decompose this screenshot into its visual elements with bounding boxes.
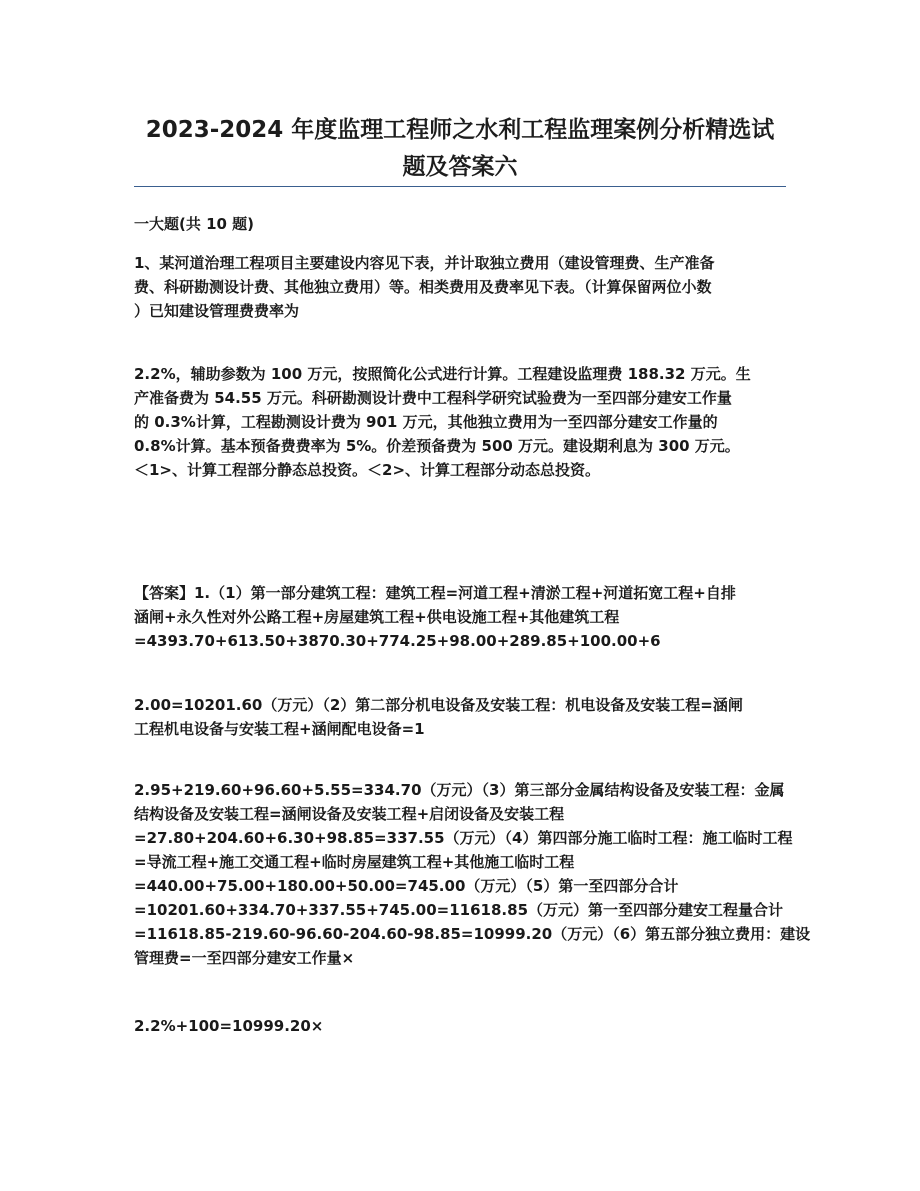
answer-line: 2.95+219.60+96.60+5.55=334.70（万元）（3）第三部分金属结构设备及安装工程：金属 <box>134 781 785 799</box>
answer-line: 结构设备及安装工程=涵闸设备及安装工程+启闭设备及安装工程 <box>134 805 565 823</box>
section-header: 一大题(共 10 题) <box>134 215 255 233</box>
answer-line: 2.2%+100=10999.20× <box>134 1017 324 1035</box>
document-title <box>120 112 800 186</box>
answer-line: 管理费=一至四部分建安工作量× <box>134 949 355 967</box>
answer-line: 工程机电设备与安装工程+涵闸配电设备=1 <box>134 720 425 738</box>
title-line-2: 题及答案六 <box>402 154 518 180</box>
answer-line: =440.00+75.00+180.00+50.00=745.00（万元）（5）第一至四部分合计 <box>134 877 679 895</box>
question-intro <box>134 251 786 323</box>
answer-part-3 <box>134 778 811 970</box>
question-intro-line: 费、科研勘测设计费、其他独立费用）等。相类费用及费率见下表。（计算保留两位小数 <box>134 278 712 296</box>
answer-line: =11618.85-219.60-96.60-204.60-98.85=10999.20（万元）（6）第五部分独立费用：建设 <box>134 925 811 943</box>
answer-line: 涵闸+永久性对外公路工程+房屋建筑工程+供电设施工程+其他建筑工程 <box>134 608 620 626</box>
question-intro-line: 1、某河道治理工程项目主要建设内容见下表，并计取独立费用（建设管理费、生产准备 <box>134 254 715 272</box>
question-data-line: ＜1>、计算工程部分静态总投资。＜2>、计算工程部分动态总投资。 <box>134 461 601 479</box>
question-intro-line: ）已知建设管理费费率为 <box>134 302 300 320</box>
answer-line: 【答案】1.（1）第一部分建筑工程：建筑工程=河道工程+清淤工程+河道拓宽工程+自排 <box>134 584 736 602</box>
answer-part-2 <box>134 693 786 741</box>
answer-part-4 <box>134 1014 786 1038</box>
answer-line: =4393.70+613.50+3870.30+774.25+98.00+289.85+100.00+6 <box>134 632 661 650</box>
question-data-line: 2.2%，辅助参数为 100 万元，按照简化公式进行计算。工程建设监理费 188.32 万元。生 <box>134 365 751 383</box>
question-data-line: 产准备费为 54.55 万元。科研勘测设计费中工程科学研究试验费为一至四部分建安工作量 <box>134 389 732 407</box>
title-line-1: 2023-2024 年度监理工程师之水利工程监理案例分析精选试 <box>145 117 775 143</box>
question-data-line: 0.8%计算。基本预备费费率为 5%。价差预备费为 500 万元。建设期利息为 300 万元。 <box>134 437 740 455</box>
answer-line: =导流工程+施工交通工程+临时房屋建筑工程+其他施工临时工程 <box>134 853 575 871</box>
title-divider <box>134 186 786 187</box>
answer-line: 2.00=10201.60（万元）（2）第二部分机电设备及安装工程：机电设备及安装工程=涵闸 <box>134 696 743 714</box>
question-data <box>134 362 786 482</box>
question-data-line: 的 0.3%计算，工程勘测设计费为 901 万元，其他独立费用为一至四部分建安工作量的 <box>134 413 718 431</box>
answer-line: =27.80+204.60+6.30+98.85=337.55（万元）（4）第四部分施工临时工程：施工临时工程 <box>134 829 793 847</box>
answer-line: =10201.60+334.70+337.55+745.00=11618.85（万元）第一至四部分建安工程量合计 <box>134 901 784 919</box>
answer-part-1 <box>134 581 786 653</box>
